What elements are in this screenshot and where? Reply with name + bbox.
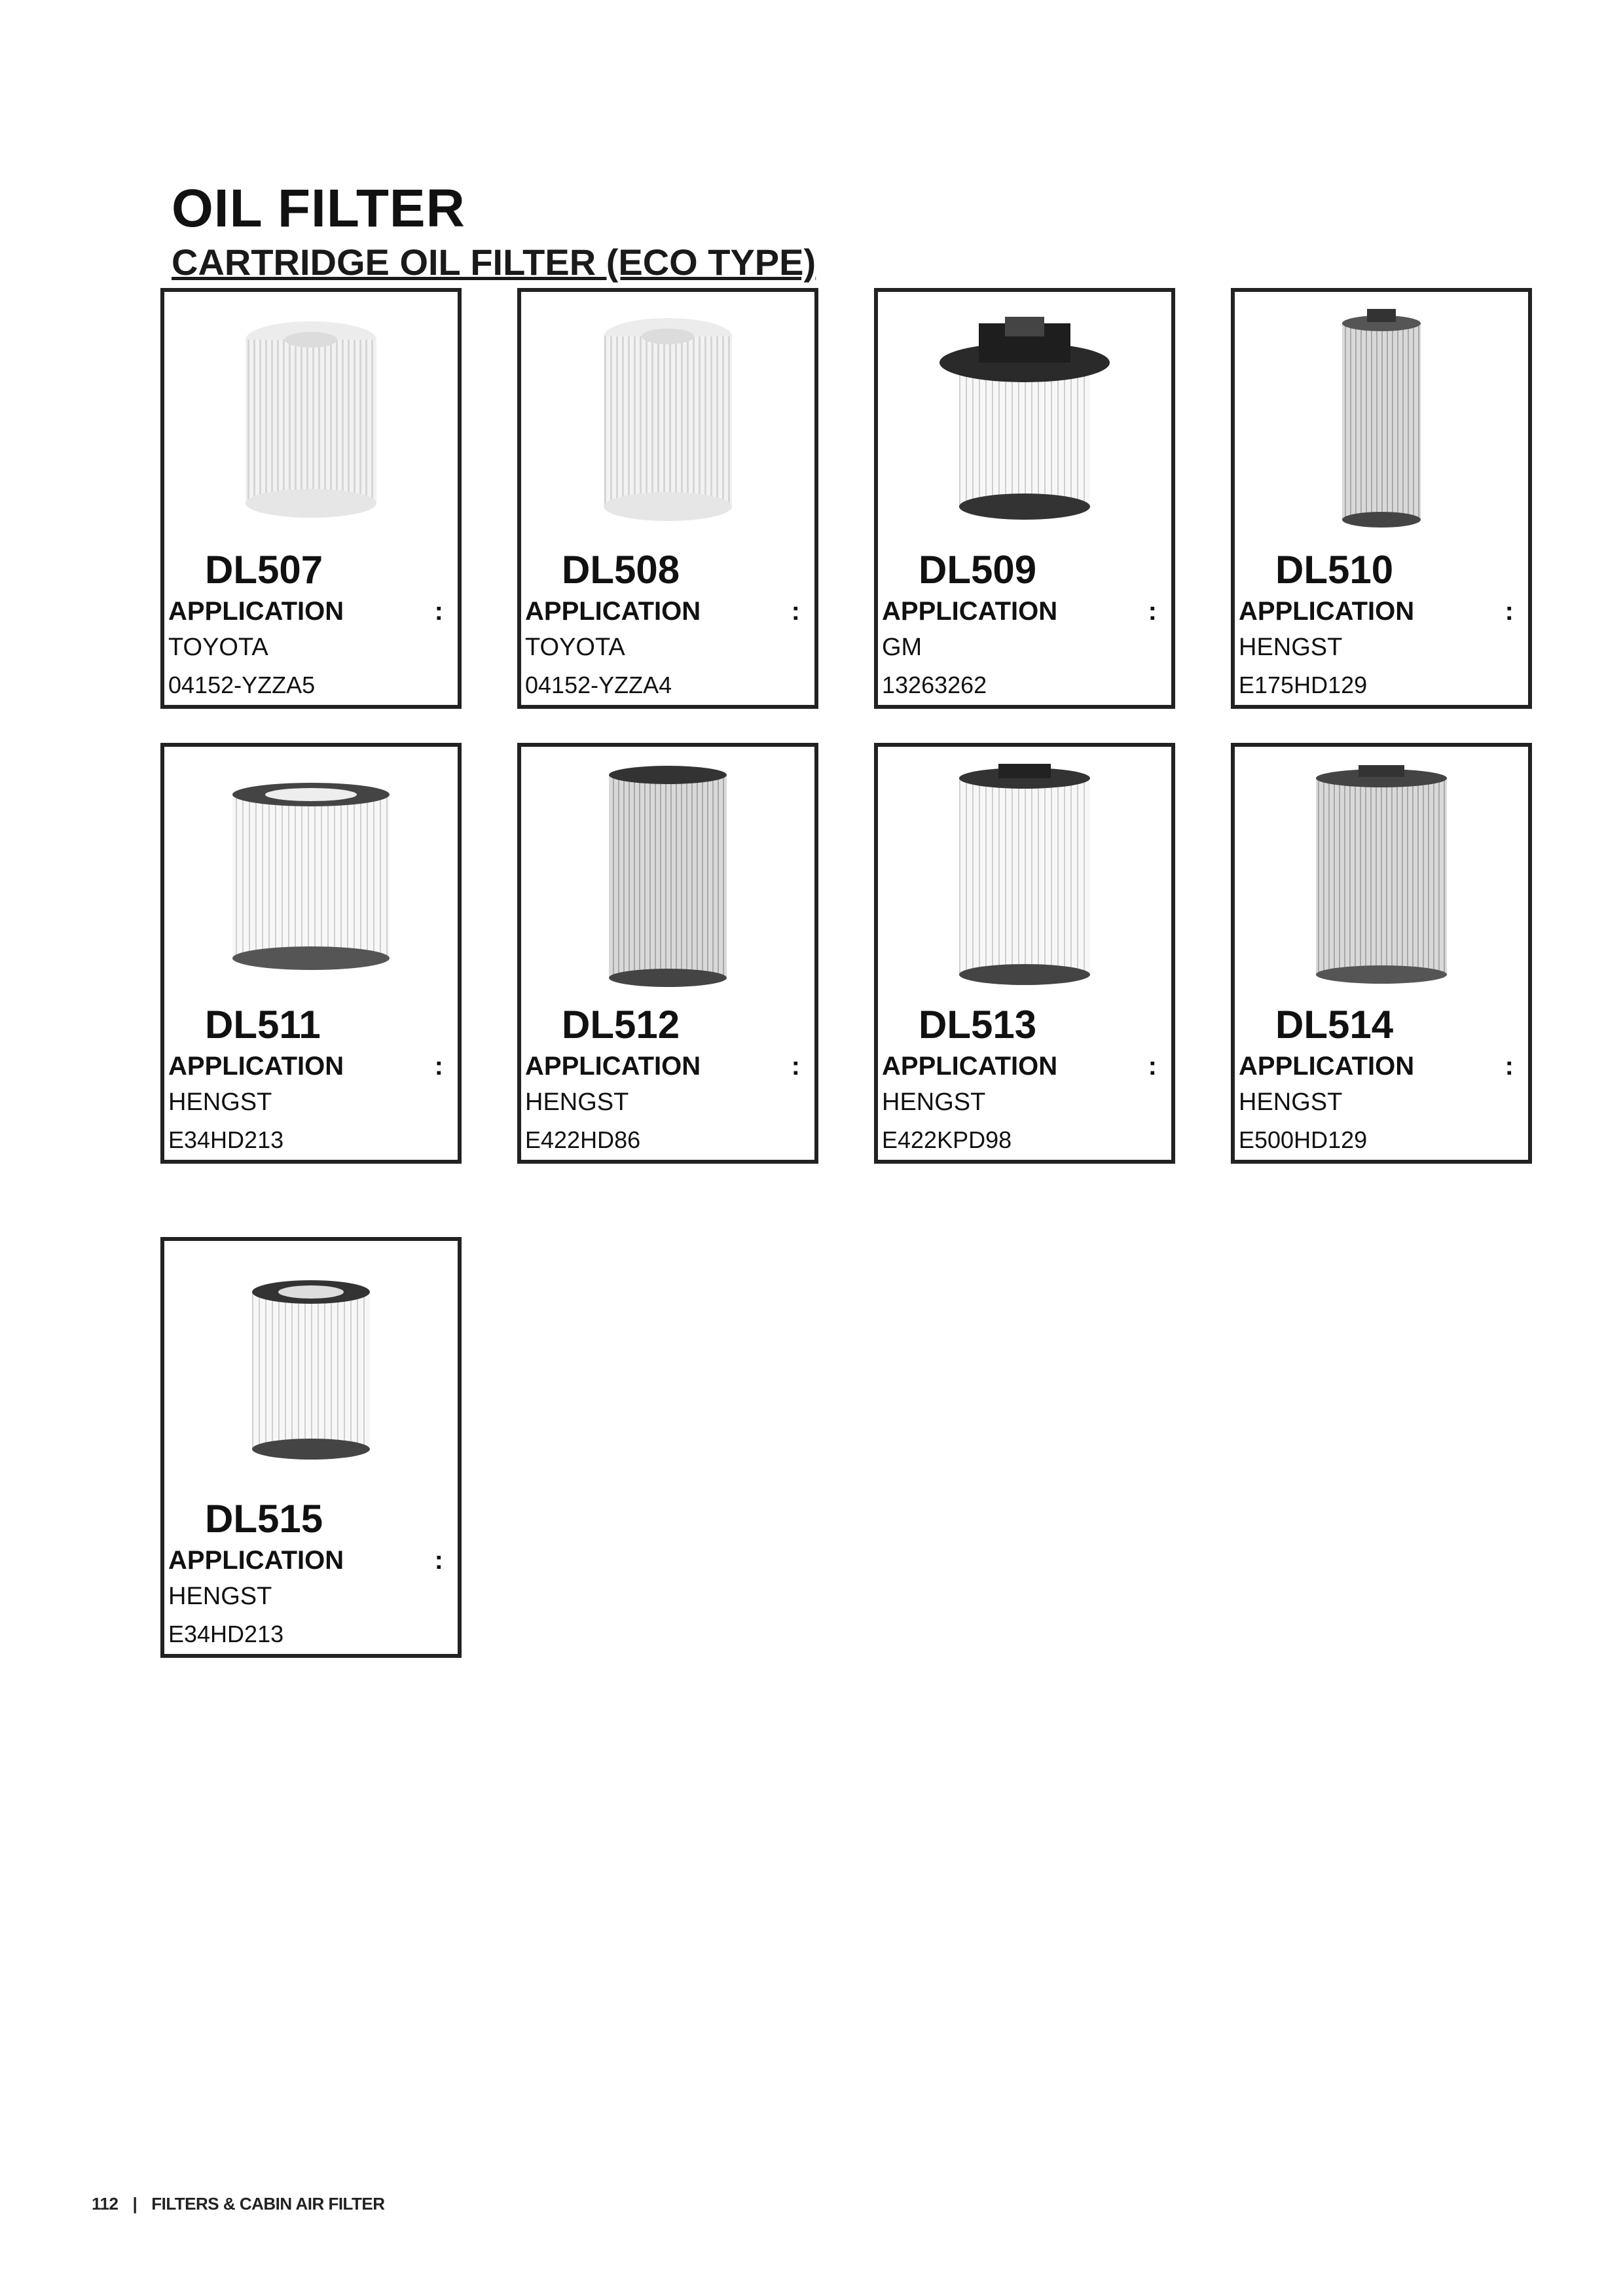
product-code: DL513: [919, 1003, 1037, 1047]
application-row: [168, 597, 443, 626]
application-brand: HENGST: [1239, 634, 1343, 661]
application-row: [1239, 597, 1514, 626]
application-row: [1239, 1052, 1514, 1081]
part-number: 04152-YZZA5: [168, 672, 316, 698]
application-label: APPLICATION: [525, 1052, 701, 1081]
application-label: APPLICATION: [168, 1546, 344, 1575]
filter-image: [521, 304, 814, 539]
product-card-dl512: [517, 743, 818, 1164]
application-brand: HENGST: [168, 1583, 272, 1610]
footer-section: FILTERS & CABIN AIR FILTER: [151, 2194, 385, 2214]
application-brand: GM: [882, 634, 922, 661]
filter-image: [164, 304, 458, 539]
application-colon: :: [1148, 597, 1157, 626]
application-brand: HENGST: [1239, 1088, 1343, 1116]
product-code: DL512: [562, 1003, 680, 1047]
filter-image: [164, 1253, 458, 1488]
application-label: APPLICATION: [1239, 1052, 1415, 1081]
part-number: E175HD129: [1239, 672, 1368, 698]
product-card-dl510: [1231, 288, 1532, 709]
page-subtitle: CARTRIDGE OIL FILTER (ECO TYPE): [172, 242, 816, 283]
footer-separator: |: [132, 2194, 137, 2214]
part-number: E422HD86: [525, 1126, 641, 1153]
product-code: DL508: [562, 548, 680, 592]
product-card-dl507: [160, 288, 462, 709]
part-number: 04152-YZZA4: [525, 672, 672, 698]
filter-image: [1235, 304, 1528, 539]
application-brand: TOYOTA: [168, 634, 268, 661]
application-row: [168, 1052, 443, 1081]
application-colon: :: [434, 597, 443, 626]
product-code: DL514: [1275, 1003, 1394, 1047]
product-card-dl511: [160, 743, 462, 1164]
product-code: DL509: [919, 548, 1037, 592]
product-card-dl515: [160, 1237, 462, 1658]
application-row: [525, 1052, 800, 1081]
application-colon: :: [434, 1052, 443, 1081]
application-colon: :: [791, 1052, 800, 1081]
application-colon: :: [434, 1546, 443, 1575]
application-label: APPLICATION: [882, 1052, 1058, 1081]
part-number: 13263262: [882, 672, 987, 698]
application-row: [882, 597, 1157, 626]
page-number: 112: [92, 2194, 119, 2214]
application-colon: :: [1504, 1052, 1514, 1081]
application-brand: HENGST: [882, 1088, 986, 1116]
application-colon: :: [1148, 1052, 1157, 1081]
application-brand: TOYOTA: [525, 634, 625, 661]
product-card-dl509: [874, 288, 1175, 709]
product-code: DL510: [1275, 548, 1394, 592]
product-code: DL515: [205, 1497, 323, 1541]
filter-image: [878, 759, 1171, 994]
product-code: DL507: [205, 548, 323, 592]
application-label: APPLICATION: [168, 1052, 344, 1081]
part-number: E422KPD98: [882, 1126, 1012, 1153]
product-card-dl514: [1231, 743, 1532, 1164]
application-colon: :: [1504, 597, 1514, 626]
filter-image: [164, 759, 458, 994]
application-label: APPLICATION: [168, 597, 344, 626]
application-row: [168, 1546, 443, 1575]
product-card-dl508: [517, 288, 818, 709]
product-code: DL511: [205, 1003, 321, 1047]
application-colon: :: [791, 597, 800, 626]
page-title: OIL FILTER: [172, 179, 465, 238]
filter-image: [1235, 759, 1528, 994]
application-row: [525, 597, 800, 626]
filter-image: [878, 304, 1171, 539]
product-card-dl513: [874, 743, 1175, 1164]
application-row: [882, 1052, 1157, 1081]
part-number: E34HD213: [168, 1621, 284, 1647]
part-number: E34HD213: [168, 1126, 284, 1153]
application-label: APPLICATION: [882, 597, 1058, 626]
application-label: APPLICATION: [525, 597, 701, 626]
application-brand: HENGST: [525, 1088, 629, 1116]
application-label: APPLICATION: [1239, 597, 1415, 626]
part-number: E500HD129: [1239, 1126, 1368, 1153]
page-footer: [92, 2194, 385, 2214]
application-brand: HENGST: [168, 1088, 272, 1116]
filter-image: [521, 759, 814, 994]
